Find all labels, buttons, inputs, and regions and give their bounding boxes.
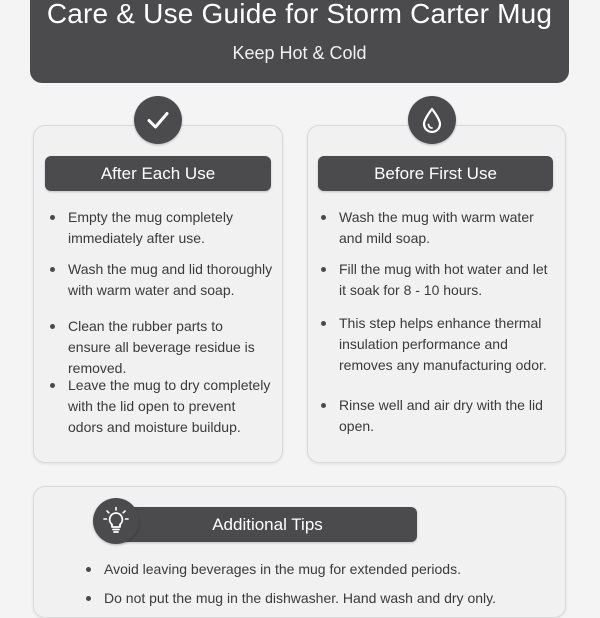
before-first-use-item: Rinse well and air dry with the lid open. [339, 395, 561, 437]
water-drop-icon [408, 96, 456, 144]
before-first-use-item: Wash the mug with warm water and mild soap. [339, 207, 544, 249]
page-subtitle: Keep Hot & Cold [232, 43, 367, 63]
after-each-use-item: Leave the mug to dry completely with the lid open to prevent odors and moisture buildup. [68, 375, 273, 438]
after-each-use-item: Clean the rubber parts to ensure all beverage residue is removed. [68, 316, 268, 379]
additional-tips-item: Avoid leaving beverages in the mug for extended periods. [104, 559, 544, 580]
after-each-use-item: Empty the mug completely immediately after use. [68, 207, 268, 249]
additional-tips-heading: Additional Tips [118, 507, 417, 542]
checkmark-icon [134, 96, 182, 144]
before-first-use-item: Fill the mug with hot water and let it soak for 8 - 10 hours. [339, 259, 551, 301]
page-header [30, 0, 569, 83]
after-each-use-heading: After Each Use [45, 156, 271, 191]
page-title: Care & Use Guide for Storm Carter Mug [46, 0, 553, 29]
before-first-use-item: This step helps enhance thermal insulation performance and removes any manufacturing odor. [339, 313, 551, 376]
before-first-use-heading: Before First Use [318, 156, 553, 191]
lightbulb-icon [93, 498, 139, 544]
after-each-use-item: Wash the mug and lid thoroughly with warm water and soap. [68, 259, 273, 301]
additional-tips-item: Do not put the mug in the dishwasher. Hand wash and dry only. [104, 588, 544, 609]
